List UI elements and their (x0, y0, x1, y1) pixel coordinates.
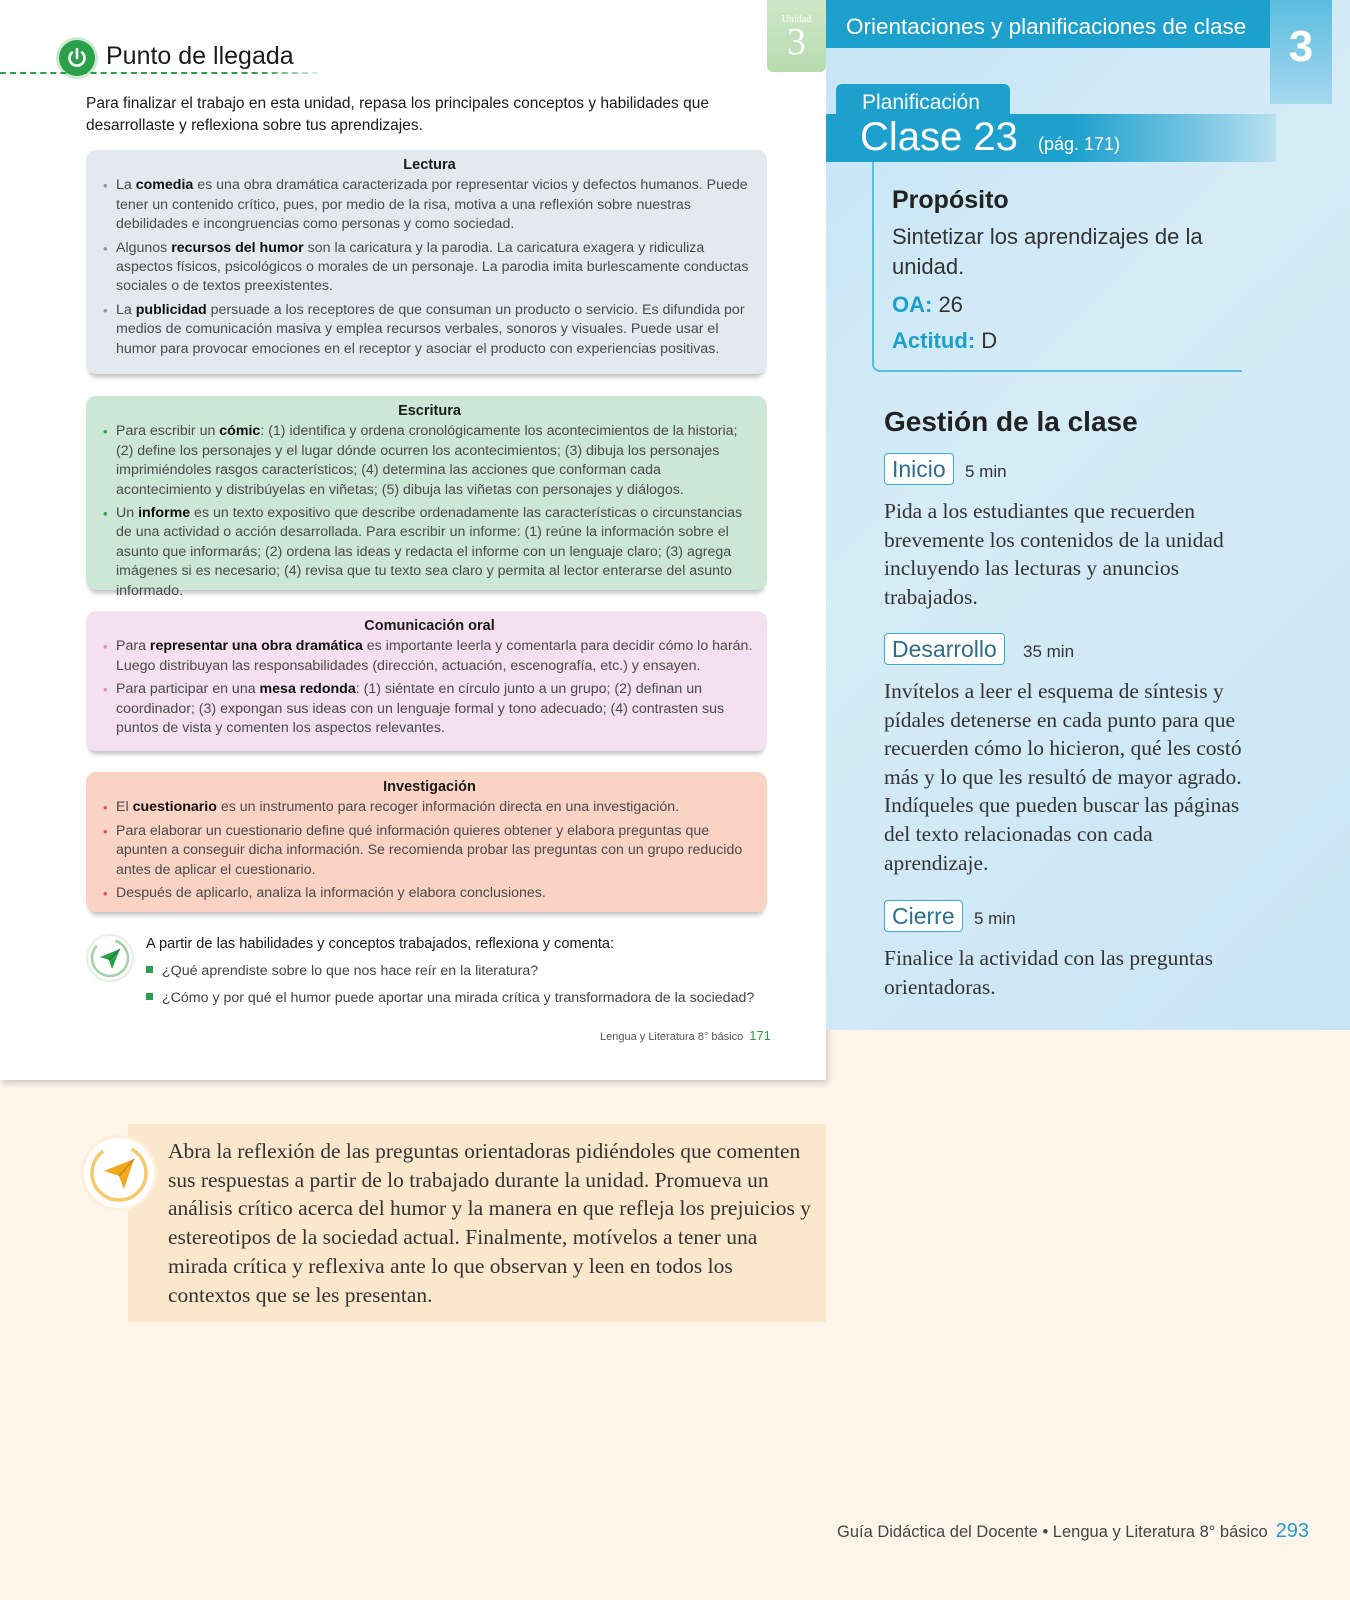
gestion-title: Gestión de la clase (884, 406, 1138, 437)
reflection-title: A partir de las habilidades y conceptos trabajados, reflexiona y comenta: (146, 936, 615, 952)
list-item: • Algunos recursos del humor son la caricatura y la parodia. La caricatura exagera y ridiculiza aspectos físicos, psicológicos o morales de un personaje. La parodia imita burlescamente conductas sociales o de textos preexistentes. (116, 239, 755, 297)
class-title: Clase 23 (860, 115, 1018, 159)
phase-text-desarrollo: Invítelos a leer el esquema de síntesis y pídales detenerse en cada punto para que recuerden cómo lo hicieron, qué les costó más y lo que les resultó de mayor agrado. Indíqueles que pueden buscar las páginas del texto relacionadas con cada aprendizaje. (884, 679, 1242, 875)
phase-duration: 5 min (965, 462, 1007, 481)
section-header-title: Orientaciones y planificaciones de clase (846, 14, 1247, 39)
unit-tab-number: 3 (787, 21, 806, 63)
page-footer (837, 1520, 1309, 1543)
list-item: • Un informe es un texto expositivo que describe ordenadamente las características o circunstancias de una actividad o acción desarrollada. Para escribir un informe: (1) reúne la información sobre el asunto que informarás; (2) ordena las ideas y redacta el informe con un lenguaje claro; (3) agrega imágenes si es necesario; (4) revisa que tu texto sea claro y permita al lector enterarse del asunto informado. (116, 504, 755, 601)
phase-label-cierre: Cierre (884, 900, 963, 932)
planificacion-tab (836, 84, 1010, 116)
list-item: • La comedia es una obra dramática caracterizada por representar vicios y defectos humanos. Puede tener un contenido crítico, pues, por medio de la risa, motiva a una reflexión sobre nuestras debilidades e incongruencias como personas y como sociedad. (116, 176, 755, 234)
teacher-note-text: Abra la reflexión de las preguntas orientadoras pidiéndoles que comenten sus respuestas a partir de lo trabajado durante la unidad. Promueva un análisis crítico acerca del humor y la manera en que refleja los prejuicios y estereotipos de la sociedad actual. Finalmente, motívelos a tener una mirada crítica y reflexiva ante lo que observan y leen en todos los contextos que se les presentan. (168, 1139, 811, 1307)
square-bullet-icon (146, 993, 153, 1000)
intro-text: Para finalizar el trabajo en esta unidad, repasa los principales conceptos y habilidades que desarrollaste y reflexiona sobre tus aprendizajes. (86, 95, 709, 134)
box-title: Lectura (403, 157, 456, 173)
unit-tab (767, 0, 826, 72)
book-name: Lengua y Literatura 8° básico (600, 1031, 744, 1043)
purpose-text: Sintetizar los aprendizajes de la unidad. (892, 224, 1203, 279)
student-page (0, 0, 826, 1080)
investigacion-list (104, 798, 755, 903)
power-icon (59, 40, 95, 76)
list-item: • Para participar en una mesa redonda: (1) siéntate en círculo junto a un grupo; (2) definan un coordinador; (3) expongan sus ideas con un lenguaje formal y tono adecuado; (4) contrasten sus puntos de vista y comenten los aspectos relevantes. (116, 680, 755, 738)
unit-number-badge: 3 (1270, 0, 1332, 104)
phase-duration: 5 min (974, 909, 1016, 928)
purpose-heading: Propósito (892, 186, 1009, 214)
page-number: 293 (1275, 1520, 1310, 1542)
unit-tab-label: Unidad (781, 14, 812, 25)
comunicacion-oral-box (86, 611, 767, 751)
list-item: • Para elaborar un cuestionario define qué información quieres obtener y elabora preguntas que apunten a conseguir dicha información. Se recomienda probar las preguntas con un grupo reducido antes de aplicar el cuestionario. (116, 822, 755, 880)
list-item: • Para representar una obra dramática es importante leerla y comentarla para decidir cómo lo harán. Luego distribuyan las responsabilidades (dirección, actuación, escenografía, etc.) y ensayen. (116, 637, 755, 676)
phase-text-cierre: Finalice la actividad con las preguntas orientadoras. (884, 946, 1213, 999)
list-item: • El cuestionario es un instrumento para recoger información directa en una investigación. (116, 798, 755, 817)
box-title: Escritura (398, 403, 461, 419)
phase-duration: 35 min (1023, 642, 1075, 661)
list-item: • Para escribir un cómic: (1) identifica y ordena cronológicamente los acontecimientos de la historia; (2) define los personajes y el lugar dónde ocurren los acontecimientos; (3) dibuja los personajes imprimiéndoles rasgos característicos; (4) determina las acciones que conforman cada acontecimiento y distribúyelas en viñetas; (5) dibuja las viñetas con personajes y diálogos. (116, 422, 755, 500)
oral-list (104, 637, 755, 738)
reflection-question: ¿Qué aprendiste sobre lo que nos hace reír en la literatura? (146, 963, 538, 979)
section-header-bar (826, 0, 1270, 48)
phase-text-inicio: Pida a los estudiantes que recuerden brevemente los contenidos de la unidad incluyendo las lecturas y anuncios trabajados. (884, 499, 1224, 609)
box-title: Investigación (383, 779, 476, 795)
list-item: • La publicidad persuade a los receptores de que consuman un producto o servicio. Es difundida por medios de comunicación masiva y emplea recursos verbales, sonoros y visuales. Puede usar el humor para provocar emociones en el receptor y asociar el producto con experiencias positivas. (116, 301, 755, 359)
phase-label-inicio: Inicio (884, 453, 954, 485)
student-page-footer (600, 1028, 771, 1043)
lectura-box (86, 150, 767, 374)
purpose-block (872, 162, 1242, 372)
box-title: Comunicación oral (364, 618, 495, 634)
student-page-number: 171 (749, 1028, 771, 1043)
paper-plane-icon (88, 936, 132, 980)
page-title: Punto de llegada (106, 42, 294, 70)
planificacion-label: Planificación (862, 91, 980, 114)
investigacion-box (86, 772, 767, 912)
phase-label-desarrollo: Desarrollo (884, 633, 1005, 665)
escritura-box (86, 396, 767, 599)
square-bullet-icon (146, 966, 153, 973)
class-title-bar (826, 114, 1276, 162)
escritura-list (104, 422, 755, 601)
footer-text: Guía Didáctica del Docente • Lengua y Literatura 8° básico (837, 1523, 1268, 1541)
class-page-ref: (pág. 171) (1038, 134, 1121, 154)
list-item: • Después de aplicarlo, analiza la información y elabora conclusiones. (116, 884, 755, 903)
actitud-line: Actitud: D (892, 328, 998, 353)
paper-plane-icon (84, 1138, 154, 1208)
reflection-question: ¿Cómo y por qué el humor puede aportar una mirada crítica y transformadora de la sociedad? (146, 990, 754, 1006)
oa-line: OA: 26 (892, 292, 963, 317)
lectura-list (104, 176, 755, 359)
